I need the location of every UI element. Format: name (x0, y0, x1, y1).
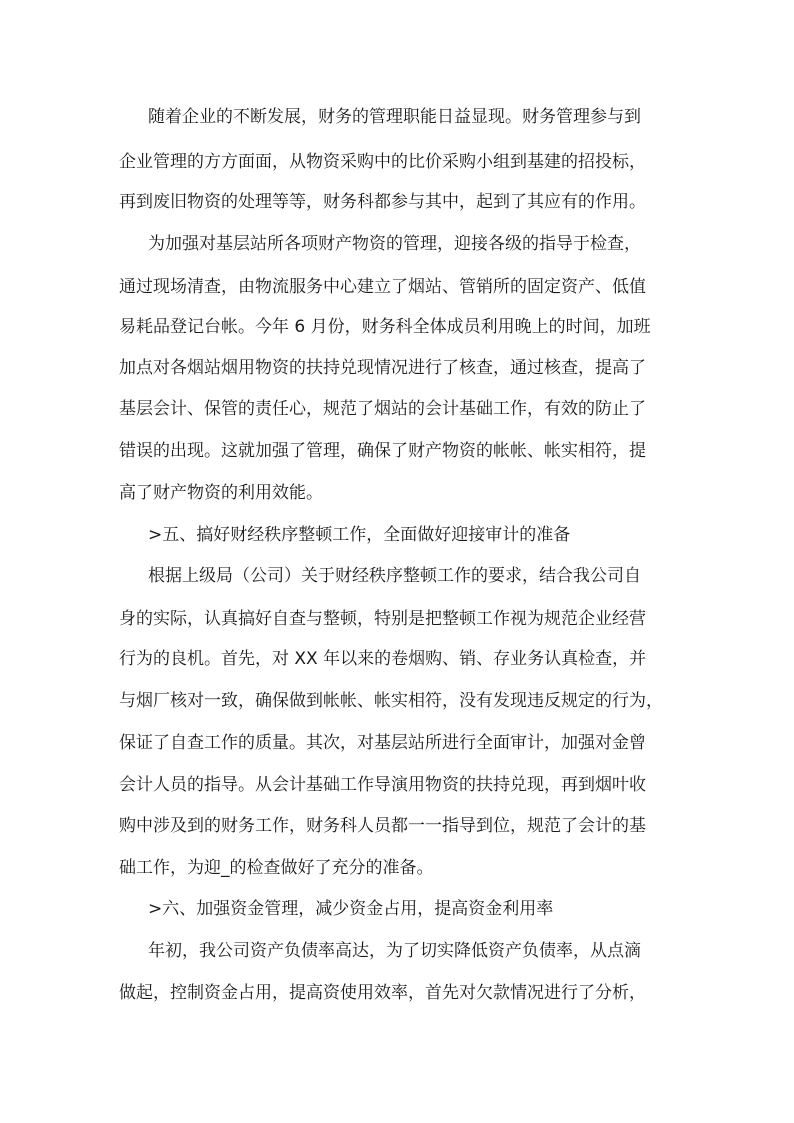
paragraph-line: 购中涉及到的财务工作，财务科人员都一一指导到位，规范了会计的基 (119, 816, 646, 836)
paragraph-line: 保证了自查工作的质量。其次，对基层站所进行全面审计，加强对金曾 (119, 733, 646, 753)
section-heading: >六、加强资金管理，减少资金占用，提高资金利用率 (148, 899, 554, 919)
paragraph-line: 身的实际，认真搞好自查与整顿，特别是把整顿工作视为规范企业经营 (119, 609, 646, 629)
paragraph-line: 根据上级局（公司）关于财经秩序整顿工作的要求，结合我公司自 (148, 566, 641, 586)
paragraph-line: 行为的良机。首先，对 XX 年以来的卷烟购、销、存业务认真检查，并 (119, 649, 647, 669)
paragraph-line: 企业管理的方方面面，从物资采购中的比价采购小组到基建的招投标， (119, 152, 646, 172)
paragraph-line: 为加强对基层站所各项财产物资的管理，迎接各级的指导于检查， (148, 234, 641, 254)
section-heading: >五、搞好财经秩序整顿工作，全面做好迎接审计的准备 (148, 525, 571, 545)
paragraph-line: 高了财产物资的利用效能。 (119, 483, 323, 503)
paragraph-line: 再到废旧物资的处理等等，财务科都参与其中，起到了其应有的作用。 (119, 192, 646, 212)
paragraph-line: 加点对各烟站烟用物资的扶持兑现情况进行了核查，通过核查，提高了 (119, 358, 646, 378)
paragraph-line: 础工作，为迎_的检查做好了充分的准备。 (119, 858, 434, 878)
paragraph-line: 易耗品登记台帐。今年 6 月份，财务科全体成员利用晚上的时间，加班 (119, 317, 651, 337)
paragraph-line: 错误的出现。这就加强了管理，确保了财产物资的帐帐、帐实相符，提 (119, 441, 646, 461)
paragraph-line: 与烟厂核对一致，确保做到帐帐、帐实相符，没有发现违反规定的行为， (119, 691, 663, 711)
paragraph-line: 年初，我公司资产负债率高达，为了切实降低资产负债率，从点滴 (148, 941, 641, 961)
paragraph-line: 会计人员的指导。从会计基础工作导演用物资的扶持兑现，再到烟叶收 (119, 775, 646, 795)
paragraph-line: 通过现场清查，由物流服务中心建立了烟站、管销所的固定资产、低值 (119, 277, 646, 297)
paragraph-line: 随着企业的不断发展，财务的管理职能日益显现。财务管理参与到 (148, 107, 641, 127)
paragraph-line: 基层会计、保管的责任心，规范了烟站的会计基础工作，有效的防止了 (119, 399, 646, 419)
paragraph-line: 做起，控制资金占用，提高资使用效率，首先对欠款情况进行了分析， (119, 983, 646, 1003)
